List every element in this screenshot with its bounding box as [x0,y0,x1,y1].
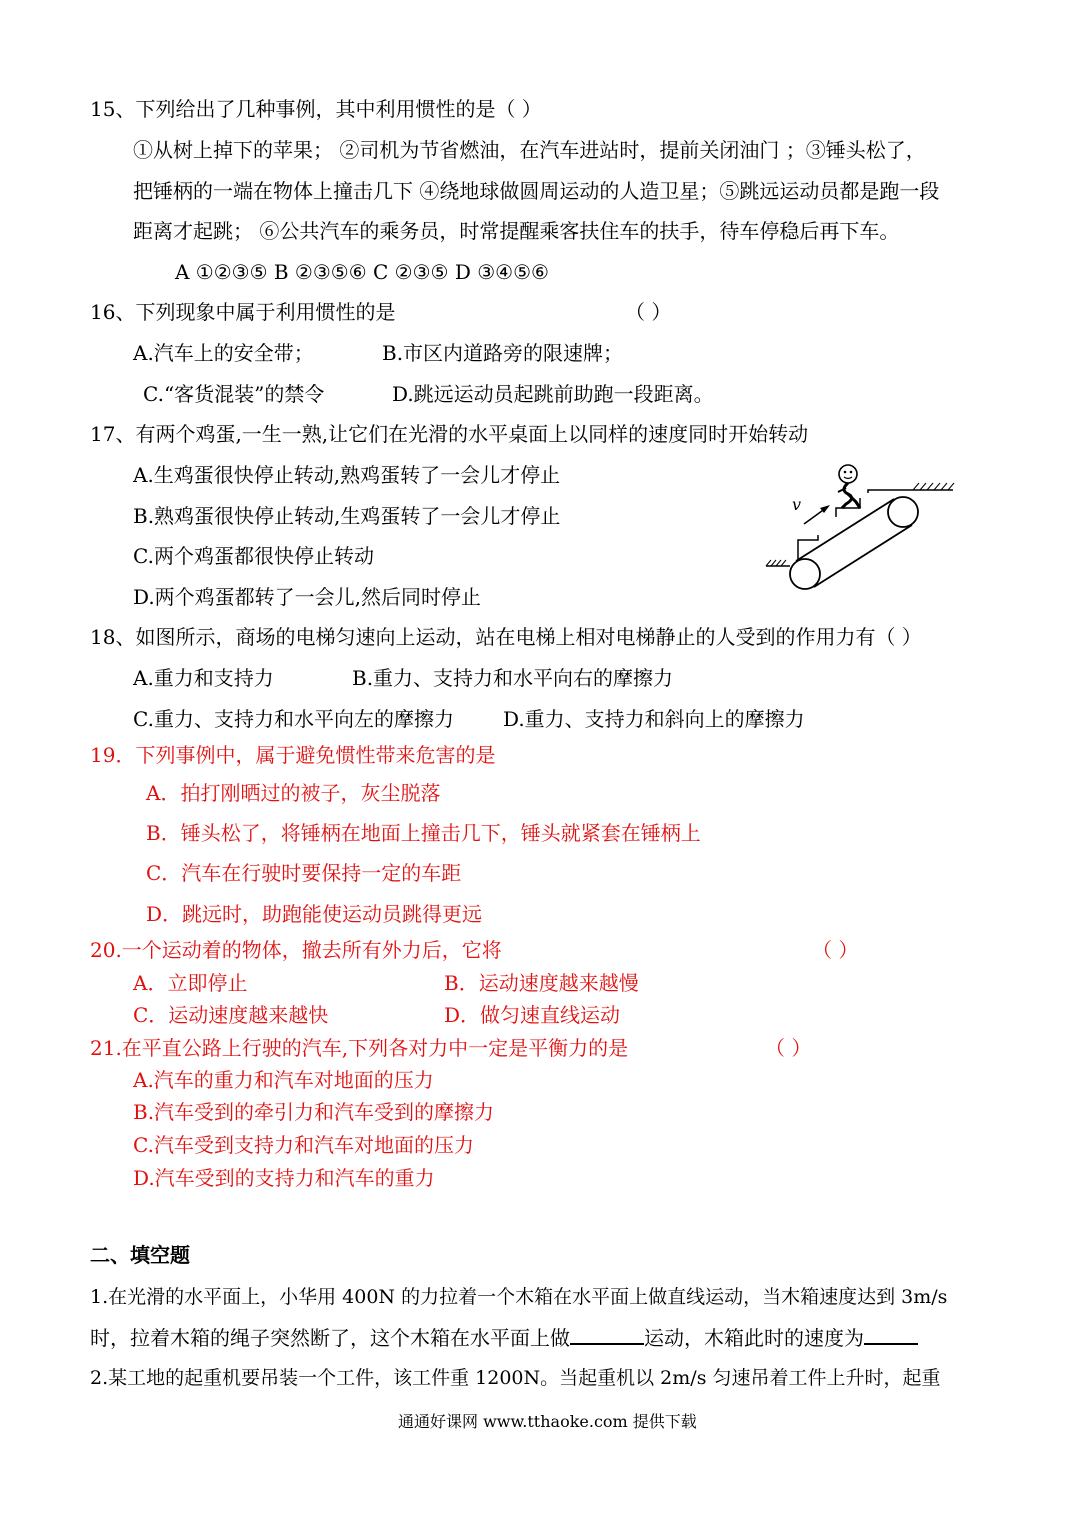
q21-option-b: B.汽车受到的牵引力和汽车受到的摩擦力 [133,1100,495,1124]
q18-option-d: D.重力、支持力和斜向上的摩擦力 [503,707,805,731]
q17-option-b: B.熟鸡蛋很快停止转动,生鸡蛋转了一会儿才停止 [133,504,561,528]
q16-option-b: B.市区内道路旁的限速牌； [382,341,624,365]
q19-option-c: C．汽车在行驶时要保持一定的车距 [146,861,462,885]
q19-option-d: D．跳远时，助跑能使运动员跳得更远 [146,902,483,926]
q20-option-a: A．立即停止 [133,971,248,995]
fill-q1-line1: 1.在光滑的水平面上，小华用 400N 的力拉着一个木箱在水平面上做直线运动，当木箱速度达到 3m/s [90,1286,948,1308]
q21-option-c: C.汽车受到支持力和汽车对地面的压力 [133,1133,474,1157]
q21-paren: （ ） [765,1036,812,1060]
q18-stem: 18、如图所示，商场的电梯匀速向上运动，站在电梯上相对电梯静止的人受到的作用力有（ ） [90,625,922,649]
q15-line1: ①从树上掉下的苹果； ②司机为节省燃油，在汽车进站时，提前关闭油门 ；③锤头松了， [133,138,926,162]
fill-q1-line2 [90,1325,918,1350]
q16-paren: （ ） [625,300,672,324]
q21-option-d: D.汽车受到的支持力和汽车的重力 [133,1166,435,1190]
fill-q1-text-a: 时，拉着木箱的绳子突然断了，这个木箱在水平面上做 [90,1326,570,1350]
q18-option-b: B.重力、支持力和水平向右的摩擦力 [352,666,674,690]
q17-stem: 17、有两个鸡蛋,一生一熟,让它们在光滑的水平桌面上以同样的速度同时开始转动 [90,422,809,446]
section-title: 二、填空题 [90,1243,190,1267]
escalator-figure [758,462,958,597]
q17-option-d: D.两个鸡蛋都转了一会儿,然后同时停止 [133,585,482,609]
q17-option-c: C.两个鸡蛋都很快停止转动 [133,544,374,568]
q20-option-c: C．运动速度越来越快 [133,1003,329,1027]
footer-text: 通通好课网 www.tthaoke.com 提供下载 [398,1412,697,1431]
q18-option-a: A.重力和支持力 [133,666,274,690]
q17-option-a: A.生鸡蛋很快停止转动,熟鸡蛋转了一会儿才停止 [133,463,561,487]
q20-option-d: D．做匀速直线运动 [444,1003,621,1027]
q19-option-b: B．锤头松了，将锤柄在地面上撞击几下，锤头就紧套在锤柄上 [146,821,701,845]
q21-option-a: A.汽车的重力和汽车对地面的压力 [133,1068,434,1092]
q16-option-a: A.汽车上的安全带； [133,341,314,365]
q21-stem: 21.在平直公路上行驶的汽车,下列各对力中一定是平衡力的是 [90,1036,629,1060]
fill-q2-line1: 2.某工地的起重机要吊装一个工件，该工件重 1200N。当起重机以 2m/s 匀速吊着工件上升时，起重 [90,1367,941,1389]
q19-stem: 19．下列事例中，属于避免惯性带来危害的是 [90,743,496,767]
fill-q1-blank-2[interactable] [864,1325,918,1345]
q16-stem: 16、下列现象中属于利用惯性的是 [90,300,396,324]
fill-q1-blank-1[interactable] [570,1325,644,1345]
q15-options: A ①②③⑤ B ②③⑤⑥ C ②③⑤ D ③④⑤⑥ [175,260,549,284]
velocity-label: v [792,495,802,514]
q20-option-b: B．运动速度越来越慢 [444,971,639,995]
q15-line3: 距离才起跳； ⑥公共汽车的乘务员，时常提醒乘客扶住车的扶手，待车停稳后再下车。 [133,219,900,243]
q15-stem: 15、下列给出了几种事例，其中利用惯性的是（ ） [90,97,542,121]
q19-option-a: A．拍打刚晒过的被子，灰尘脱落 [146,781,441,805]
fill-q1-text-b: 运动，木箱此时的速度为 [644,1326,864,1350]
q18-option-c: C.重力、支持力和水平向左的摩擦力 [133,707,454,731]
q15-line2: 把锤柄的一端在物体上撞击几下 ④绕地球做圆周运动的人造卫星；⑤跳远运动员都是跑一段 [133,179,940,203]
q20-paren: （ ） [812,938,859,962]
q16-option-c: C.“客货混装”的禁令 [143,382,325,406]
q20-stem: 20.一个运动着的物体，撤去所有外力后，它将 [90,938,502,962]
q16-option-d: D.跳远运动员起跳前助跑一段距离。 [392,382,714,406]
